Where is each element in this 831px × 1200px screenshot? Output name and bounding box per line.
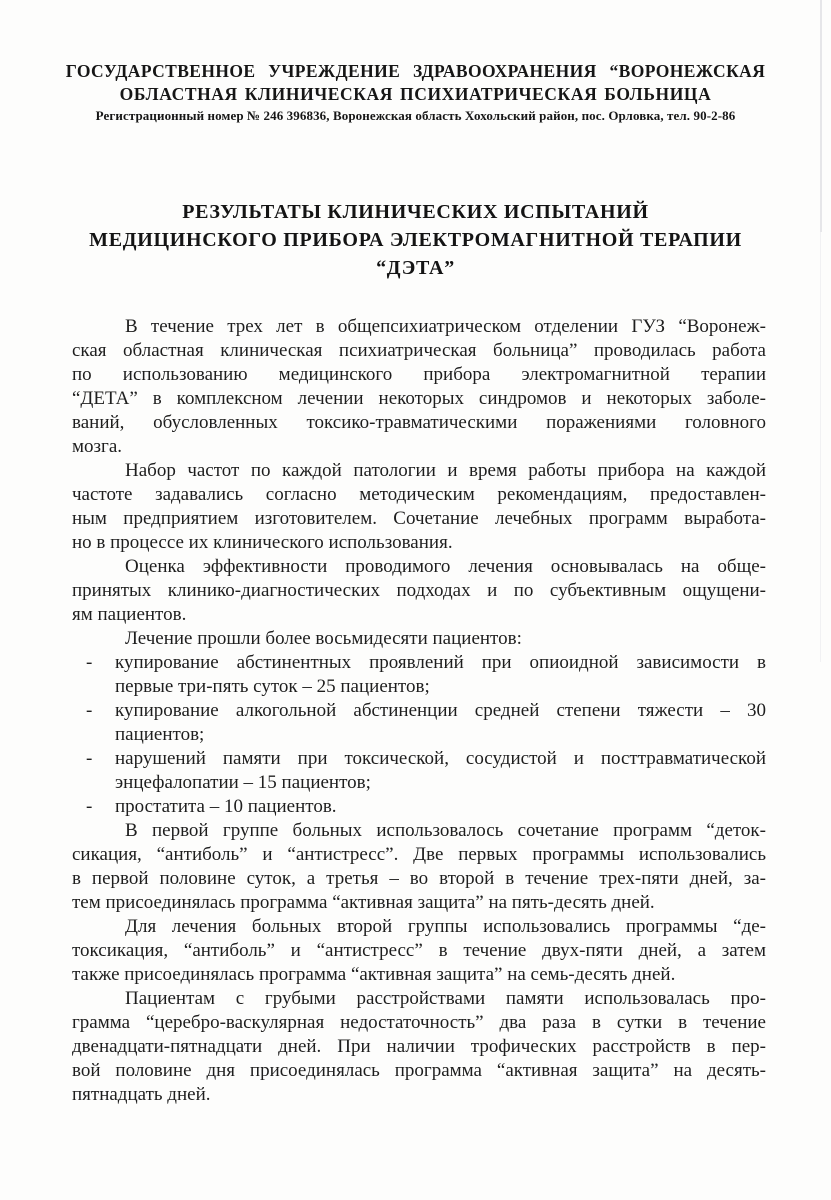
dash-bullet-icon: -	[86, 700, 93, 721]
paragraph	[72, 987, 766, 1107]
text-line: В течение трех лет в общепсихиатрическом отделении ГУЗ “Воронеж-	[125, 316, 766, 337]
text-line: ваний, обусловленных токсико-травматическими поражениями головного	[72, 412, 766, 433]
paragraph	[72, 459, 766, 555]
text-line: тем присоединялась программа “активная защита” на пять-десять дней.	[72, 892, 655, 913]
org-name-line2: ОБЛАСТНАЯ КЛИНИЧЕСКАЯ ПСИХИАТРИЧЕСКАЯ БОЛЬНИЦА	[119, 84, 712, 104]
paragraph	[72, 915, 766, 987]
text-line: мозга.	[72, 436, 123, 457]
bullet-list	[72, 651, 766, 819]
text-line: двенадцати-пятнадцати дней. При наличии трофических расстройств в пер-	[72, 1036, 766, 1057]
text-line: ям пациентов.	[72, 604, 187, 625]
text-line: ская областная клиническая психиатрическая больница” проводилась работа	[72, 340, 766, 361]
text-line: принятых клинико-диагностических подходах и по субъективным ощущени-	[72, 580, 766, 601]
text-line: грамма “церебро-васкулярная недостаточность” два раза в сутки в течение	[72, 1012, 766, 1033]
text-line: токсикация, “антиболь” и “антистресс” в течение двух-пяти дней, а затем	[72, 940, 766, 961]
list-item	[72, 747, 766, 795]
letterhead	[0, 0, 831, 124]
dash-bullet-icon: -	[86, 652, 93, 673]
text-line: Для лечения больных второй группы использовались программы “де-	[125, 916, 766, 937]
text-line: частоте задавались согласно методическим рекомендациям, предоставлен-	[72, 484, 766, 505]
text-line: Лечение прошли более восьмидесяти пациентов:	[125, 628, 522, 649]
document-body	[72, 315, 766, 1107]
document-title	[0, 198, 831, 282]
text-line: Набор частот по каждой патологии и время работы прибора на каждой	[125, 460, 766, 481]
text-line: в первой половине суток, а третья – во второй в течение трех-пяти дней, за-	[72, 868, 766, 889]
title-line3: “ДЭТА”	[376, 257, 455, 279]
registration-line: Регистрационный номер № 246 396836, Воронежская область Хохольский район, пос. Орловка, тел. 90-2-86	[95, 108, 736, 123]
scan-artifact-line-faint	[820, 232, 821, 662]
list-item	[72, 699, 766, 747]
text-line: купирование абстинентных проявлений при опиоидной зависимости в	[115, 652, 766, 673]
text-line: энцефалопатии – 15 пациентов;	[115, 772, 371, 793]
text-line: по использованию медицинского прибора электромагнитной терапии	[72, 364, 766, 385]
text-line: первые три-пять суток – 25 пациентов;	[115, 676, 430, 697]
text-line: Пациентам с грубыми расстройствами памяти использовалась про-	[125, 988, 766, 1009]
text-line: простатита – 10 пациентов.	[115, 796, 337, 817]
text-line: но в процессе их клинического использования.	[72, 532, 453, 553]
text-line: сикация, “антиболь” и “антистресс”. Две первых программы использовались	[72, 844, 766, 865]
paragraph	[72, 315, 766, 459]
text-line: “ДЕТА” в комплексном лечении некоторых синдромов и некоторых заболе-	[72, 388, 766, 409]
text-line: В первой группе больных использовалось сочетание программ “деток-	[125, 820, 766, 841]
text-line: пятнадцать дней.	[72, 1084, 211, 1105]
org-name-line1: ГОСУДАРСТВЕННОЕ УЧРЕЖДЕНИЕ ЗДРАВООХРАНЕНИЯ “ВОРОНЕЖСКАЯ	[65, 61, 766, 81]
text-line: пациентов;	[115, 724, 205, 745]
title-line2: МЕДИЦИНСКОГО ПРИБОРА ЭЛЕКТРОМАГНИТНОЙ ТЕРАПИИ	[89, 229, 742, 251]
paragraph	[72, 627, 766, 651]
paragraph	[72, 555, 766, 627]
text-line: нарушений памяти при токсической, сосудистой и посттравматической	[115, 748, 766, 769]
text-line: ным предприятием изготовителем. Сочетание лечебных программ выработа-	[72, 508, 766, 529]
paragraph	[72, 819, 766, 915]
scan-artifact-line	[820, 0, 822, 232]
dash-bullet-icon: -	[86, 748, 93, 769]
title-line1: РЕЗУЛЬТАТЫ КЛИНИЧЕСКИХ ИСПЫТАНИЙ	[182, 201, 649, 223]
list-item	[72, 795, 766, 819]
dash-bullet-icon: -	[86, 796, 93, 817]
text-line: Оценка эффективности проводимого лечения основывалась на обще-	[125, 556, 766, 577]
text-line: вой половине дня присоединялась программа “активная защита” на десять-	[72, 1060, 766, 1081]
list-item	[72, 651, 766, 699]
text-line: также присоединялась программа “активная защита” на семь-десять дней.	[72, 964, 676, 985]
text-line: купирование алкогольной абстиненции средней степени тяжести – 30	[115, 700, 766, 721]
